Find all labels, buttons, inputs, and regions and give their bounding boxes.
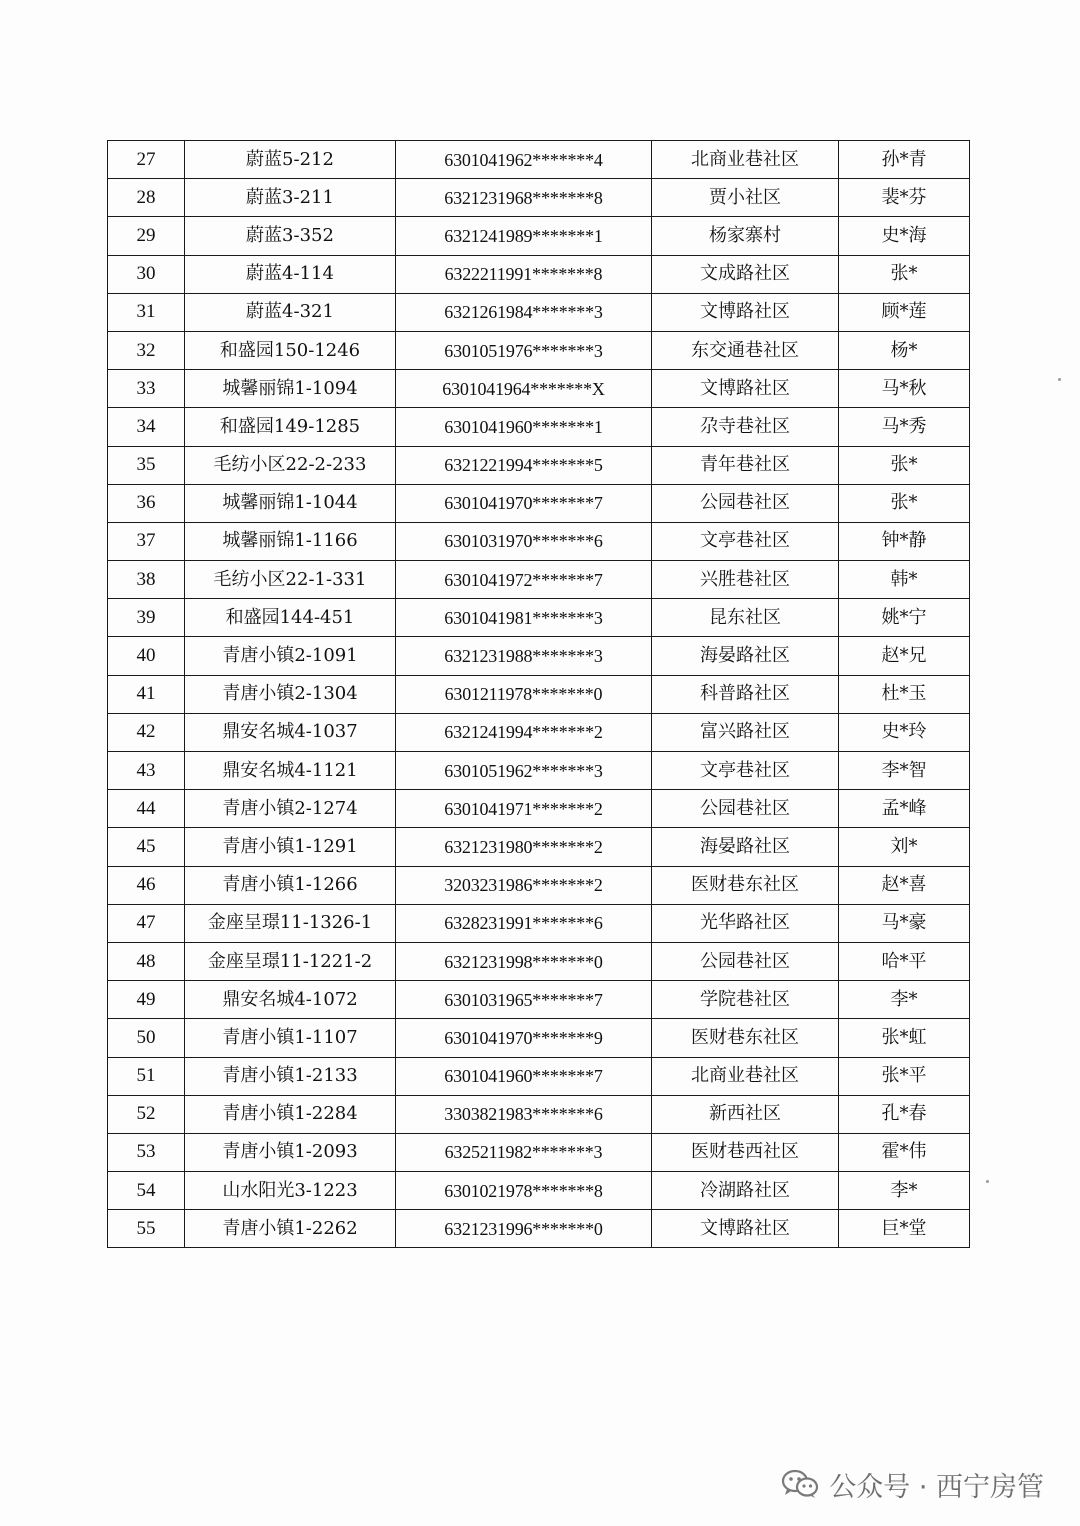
cell-number: 28 — [108, 179, 185, 217]
cell-number: 47 — [108, 904, 185, 942]
table-row — [108, 179, 970, 217]
cell-number: 40 — [108, 637, 185, 675]
cell-id-number: 6301211978*******0 — [396, 675, 652, 713]
table-row — [108, 828, 970, 866]
cell-number: 45 — [108, 828, 185, 866]
cell-name: 马*秋 — [839, 370, 970, 408]
cell-address: 和盛园144-451 — [185, 599, 396, 637]
cell-id-number: 6321221994*******5 — [396, 446, 652, 484]
cell-name: 李*智 — [839, 752, 970, 790]
cell-id-number: 6321231996*******0 — [396, 1210, 652, 1248]
cell-name: 孔*春 — [839, 1095, 970, 1133]
cell-community: 北商业巷社区 — [652, 141, 839, 179]
table-row — [108, 752, 970, 790]
cell-address: 蔚蓝4-114 — [185, 255, 396, 293]
cell-address: 青唐小镇1-2262 — [185, 1210, 396, 1248]
cell-address: 蔚蓝5-212 — [185, 141, 396, 179]
cell-id-number: 6321261984*******3 — [396, 293, 652, 331]
cell-name: 巨*堂 — [839, 1210, 970, 1248]
cell-address: 青唐小镇1-2093 — [185, 1133, 396, 1171]
cell-number: 51 — [108, 1057, 185, 1095]
table-row — [108, 561, 970, 599]
cell-name: 杜*玉 — [839, 675, 970, 713]
cell-address: 和盛园150-1246 — [185, 331, 396, 369]
cell-address: 鼎安名城4-1072 — [185, 981, 396, 1019]
cell-community: 新西社区 — [652, 1095, 839, 1133]
cell-address: 城馨丽锦1-1166 — [185, 522, 396, 560]
table-row — [108, 446, 970, 484]
cell-address: 金座呈璟11-1221-2 — [185, 942, 396, 980]
roster-table-body — [108, 141, 970, 1248]
cell-community: 医财巷西社区 — [652, 1133, 839, 1171]
watermark-text: 公众号 · 西宁房管 — [829, 1471, 1044, 1503]
table-row — [108, 1172, 970, 1210]
cell-id-number: 6321231968*******8 — [396, 179, 652, 217]
table-row — [108, 522, 970, 560]
cell-community: 科普路社区 — [652, 675, 839, 713]
cell-address: 城馨丽锦1-1044 — [185, 484, 396, 522]
cell-community: 海晏路社区 — [652, 828, 839, 866]
cell-id-number: 6301041960*******1 — [396, 408, 652, 446]
cell-id-number: 6322211991*******8 — [396, 255, 652, 293]
table-row — [108, 981, 970, 1019]
watermark — [781, 1462, 1044, 1506]
cell-id-number: 6301041972*******7 — [396, 561, 652, 599]
table-row — [108, 599, 970, 637]
cell-address: 毛纺小区22-2-233 — [185, 446, 396, 484]
cell-id-number: 6321241994*******2 — [396, 713, 652, 751]
table-row — [108, 1133, 970, 1171]
cell-community: 光华路社区 — [652, 904, 839, 942]
cell-name: 赵*兄 — [839, 637, 970, 675]
cell-address: 金座呈璟11-1326-1 — [185, 904, 396, 942]
cell-id-number: 6301051976*******3 — [396, 331, 652, 369]
table-row — [108, 675, 970, 713]
cell-id-number: 6301051962*******3 — [396, 752, 652, 790]
cell-number: 35 — [108, 446, 185, 484]
cell-name: 韩* — [839, 561, 970, 599]
cell-name: 张* — [839, 255, 970, 293]
cell-community: 公园巷社区 — [652, 790, 839, 828]
cell-address: 鼎安名城4-1121 — [185, 752, 396, 790]
cell-community: 文亭巷社区 — [652, 522, 839, 560]
cell-number: 34 — [108, 408, 185, 446]
cell-address: 青唐小镇1-1266 — [185, 866, 396, 904]
table-row — [108, 637, 970, 675]
table-row — [108, 713, 970, 751]
cell-name: 孙*青 — [839, 141, 970, 179]
table-row — [108, 141, 970, 179]
cell-community: 文成路社区 — [652, 255, 839, 293]
cell-address: 城馨丽锦1-1094 — [185, 370, 396, 408]
cell-address: 和盛园149-1285 — [185, 408, 396, 446]
cell-name: 哈*平 — [839, 942, 970, 980]
cell-address: 青唐小镇2-1091 — [185, 637, 396, 675]
cell-number: 33 — [108, 370, 185, 408]
cell-address: 青唐小镇1-2284 — [185, 1095, 396, 1133]
table-row — [108, 255, 970, 293]
table-row — [108, 1210, 970, 1248]
cell-number: 49 — [108, 981, 185, 1019]
cell-community: 文博路社区 — [652, 370, 839, 408]
scan-speck — [986, 1180, 989, 1183]
cell-community: 青年巷社区 — [652, 446, 839, 484]
cell-address: 青唐小镇1-2133 — [185, 1057, 396, 1095]
cell-name: 霍*伟 — [839, 1133, 970, 1171]
table-row — [108, 904, 970, 942]
cell-community: 富兴路社区 — [652, 713, 839, 751]
cell-community: 医财巷东社区 — [652, 866, 839, 904]
cell-community: 东交通巷社区 — [652, 331, 839, 369]
cell-community: 昆东社区 — [652, 599, 839, 637]
cell-number: 43 — [108, 752, 185, 790]
table-row — [108, 217, 970, 255]
table-row — [108, 942, 970, 980]
cell-number: 46 — [108, 866, 185, 904]
cell-id-number: 6328231991*******6 — [396, 904, 652, 942]
table-row — [108, 866, 970, 904]
roster-table — [107, 140, 970, 1248]
cell-number: 50 — [108, 1019, 185, 1057]
cell-community: 贾小社区 — [652, 179, 839, 217]
table-row — [108, 331, 970, 369]
cell-number: 55 — [108, 1210, 185, 1248]
cell-name: 张*平 — [839, 1057, 970, 1095]
cell-id-number: 6325211982*******3 — [396, 1133, 652, 1171]
table-row — [108, 1057, 970, 1095]
cell-number: 32 — [108, 331, 185, 369]
cell-name: 史*海 — [839, 217, 970, 255]
table-row — [108, 370, 970, 408]
cell-address: 青唐小镇1-1107 — [185, 1019, 396, 1057]
cell-address: 蔚蓝3-211 — [185, 179, 396, 217]
cell-id-number: 6321231998*******0 — [396, 942, 652, 980]
cell-address: 青唐小镇2-1274 — [185, 790, 396, 828]
cell-number: 27 — [108, 141, 185, 179]
cell-id-number: 6301041971*******2 — [396, 790, 652, 828]
cell-name: 杨* — [839, 331, 970, 369]
cell-community: 学院巷社区 — [652, 981, 839, 1019]
cell-community: 文亭巷社区 — [652, 752, 839, 790]
cell-address: 青唐小镇1-1291 — [185, 828, 396, 866]
cell-id-number: 3203231986*******2 — [396, 866, 652, 904]
cell-id-number: 3303821983*******6 — [396, 1095, 652, 1133]
cell-id-number: 6301041981*******3 — [396, 599, 652, 637]
cell-address: 蔚蓝3-352 — [185, 217, 396, 255]
table-row — [108, 293, 970, 331]
cell-name: 张*虹 — [839, 1019, 970, 1057]
cell-community: 公园巷社区 — [652, 942, 839, 980]
cell-id-number: 6301031965*******7 — [396, 981, 652, 1019]
cell-name: 钟*静 — [839, 522, 970, 560]
cell-community: 兴胜巷社区 — [652, 561, 839, 599]
cell-id-number: 6301031970*******6 — [396, 522, 652, 560]
table-row — [108, 1019, 970, 1057]
cell-number: 38 — [108, 561, 185, 599]
cell-name: 裴*芬 — [839, 179, 970, 217]
cell-name: 顾*莲 — [839, 293, 970, 331]
cell-community: 文博路社区 — [652, 1210, 839, 1248]
cell-name: 张* — [839, 484, 970, 522]
cell-name: 张* — [839, 446, 970, 484]
cell-community: 公园巷社区 — [652, 484, 839, 522]
cell-id-number: 6301041970*******9 — [396, 1019, 652, 1057]
cell-number: 37 — [108, 522, 185, 560]
cell-id-number: 6301041964*******X — [396, 370, 652, 408]
cell-address: 山水阳光3-1223 — [185, 1172, 396, 1210]
cell-id-number: 6301021978*******8 — [396, 1172, 652, 1210]
table-row — [108, 1095, 970, 1133]
scan-speck — [1058, 378, 1061, 381]
cell-number: 31 — [108, 293, 185, 331]
cell-address: 毛纺小区22-1-331 — [185, 561, 396, 599]
cell-number: 29 — [108, 217, 185, 255]
cell-number: 52 — [108, 1095, 185, 1133]
cell-address: 蔚蓝4-321 — [185, 293, 396, 331]
cell-number: 30 — [108, 255, 185, 293]
cell-name: 史*玲 — [839, 713, 970, 751]
cell-name: 李* — [839, 1172, 970, 1210]
wechat-icon — [781, 1469, 819, 1499]
cell-community: 杨家寨村 — [652, 217, 839, 255]
cell-number: 39 — [108, 599, 185, 637]
cell-number: 36 — [108, 484, 185, 522]
cell-community: 尕寺巷社区 — [652, 408, 839, 446]
cell-community: 海晏路社区 — [652, 637, 839, 675]
cell-number: 41 — [108, 675, 185, 713]
cell-number: 42 — [108, 713, 185, 751]
cell-name: 刘* — [839, 828, 970, 866]
cell-community: 北商业巷社区 — [652, 1057, 839, 1095]
cell-id-number: 6301041960*******7 — [396, 1057, 652, 1095]
cell-name: 马*秀 — [839, 408, 970, 446]
cell-name: 赵*喜 — [839, 866, 970, 904]
table-row — [108, 408, 970, 446]
cell-id-number: 6321241989*******1 — [396, 217, 652, 255]
cell-community: 文博路社区 — [652, 293, 839, 331]
cell-number: 48 — [108, 942, 185, 980]
cell-address: 鼎安名城4-1037 — [185, 713, 396, 751]
cell-id-number: 6321231980*******2 — [396, 828, 652, 866]
cell-address: 青唐小镇2-1304 — [185, 675, 396, 713]
cell-id-number: 6321231988*******3 — [396, 637, 652, 675]
cell-id-number: 6301041970*******7 — [396, 484, 652, 522]
table-row — [108, 790, 970, 828]
cell-number: 53 — [108, 1133, 185, 1171]
cell-community: 医财巷东社区 — [652, 1019, 839, 1057]
cell-name: 马*豪 — [839, 904, 970, 942]
cell-number: 54 — [108, 1172, 185, 1210]
cell-id-number: 6301041962*******4 — [396, 141, 652, 179]
table-row — [108, 484, 970, 522]
cell-number: 44 — [108, 790, 185, 828]
cell-community: 冷湖路社区 — [652, 1172, 839, 1210]
cell-name: 孟*峰 — [839, 790, 970, 828]
cell-name: 姚*宁 — [839, 599, 970, 637]
cell-name: 李* — [839, 981, 970, 1019]
